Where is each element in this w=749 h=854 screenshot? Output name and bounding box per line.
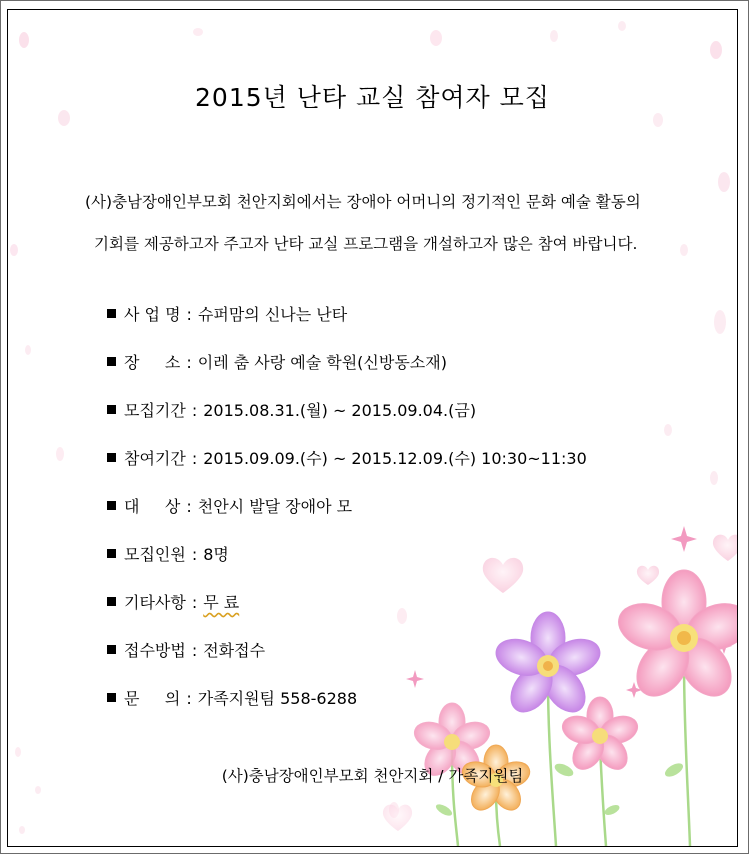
item-label: 모집인원 <box>124 545 186 564</box>
intro-line-2: 기회를 제공하고자 주고자 난타 교실 프로그램을 개설하고자 많은 참여 바랍니다. <box>94 235 638 253</box>
square-bullet-icon <box>107 501 116 510</box>
square-bullet-icon <box>107 453 116 462</box>
item-label: 참여기간 <box>124 449 186 468</box>
item-value: 2015.08.31.(월) ~ 2015.09.04.(금) <box>203 401 477 420</box>
flower-background-illustration <box>8 10 737 846</box>
list-item-target <box>107 494 352 517</box>
item-value: 슈퍼맘의 신나는 난타 <box>197 305 348 324</box>
item-separator: : <box>191 641 198 660</box>
square-bullet-icon <box>107 597 116 606</box>
item-value: 전화접수 <box>203 641 266 660</box>
list-item-recruit-period <box>107 398 476 421</box>
item-separator: : <box>186 305 192 324</box>
item-label: 장 소 <box>124 353 181 372</box>
item-label: 사 업 명 <box>124 305 181 324</box>
item-label: 대 상 <box>124 497 181 516</box>
item-value: 2015.09.09.(수) ~ 2015.12.09.(수) 10:30~11:30 <box>203 449 587 468</box>
item-separator: : <box>186 689 192 708</box>
square-bullet-icon <box>107 405 116 414</box>
scattered-petals <box>10 21 730 834</box>
list-item-application-method <box>107 638 265 661</box>
item-label: 기타사항 <box>124 593 186 612</box>
item-value: 이레 춤 사랑 예술 학원(신방동소재) <box>197 353 447 372</box>
item-separator: : <box>191 593 198 612</box>
pink-flower-large <box>613 570 737 706</box>
item-separator: : <box>191 449 198 468</box>
item-label: 문 의 <box>124 689 181 708</box>
square-bullet-icon <box>107 693 116 702</box>
square-bullet-icon <box>107 645 116 654</box>
list-item-capacity <box>107 542 229 565</box>
list-item-program-name <box>107 302 347 325</box>
item-label: 모집기간 <box>124 401 186 420</box>
item-separator: : <box>186 353 192 372</box>
item-value: 8명 <box>203 545 229 564</box>
list-item-inquiry <box>107 686 357 709</box>
item-separator: : <box>191 545 198 564</box>
list-item-location <box>107 350 447 373</box>
item-value: 무 료 <box>203 593 240 612</box>
list-item-other-notes <box>107 590 239 613</box>
square-bullet-icon <box>107 309 116 318</box>
footer-organization: (사)충남장애인부모회 천안지회 / 가족지원팀 <box>221 767 524 785</box>
page-title: 2015년 난타 교실 참여자 모집 <box>195 83 550 112</box>
list-item-participation-period <box>107 446 587 469</box>
square-bullet-icon <box>107 549 116 558</box>
item-label: 접수방법 <box>124 641 186 660</box>
square-bullet-icon <box>107 357 116 366</box>
item-separator: : <box>191 401 198 420</box>
item-value: 가족지원팀 558-6288 <box>197 689 358 708</box>
item-value: 천안시 발달 장애아 모 <box>197 497 353 516</box>
flyer <box>7 9 738 847</box>
intro-line-1: (사)충남장애인부모회 천안지회에서는 장애아 어머니의 정기적인 문화 예술 활동의 <box>85 193 641 211</box>
item-separator: : <box>186 497 192 516</box>
